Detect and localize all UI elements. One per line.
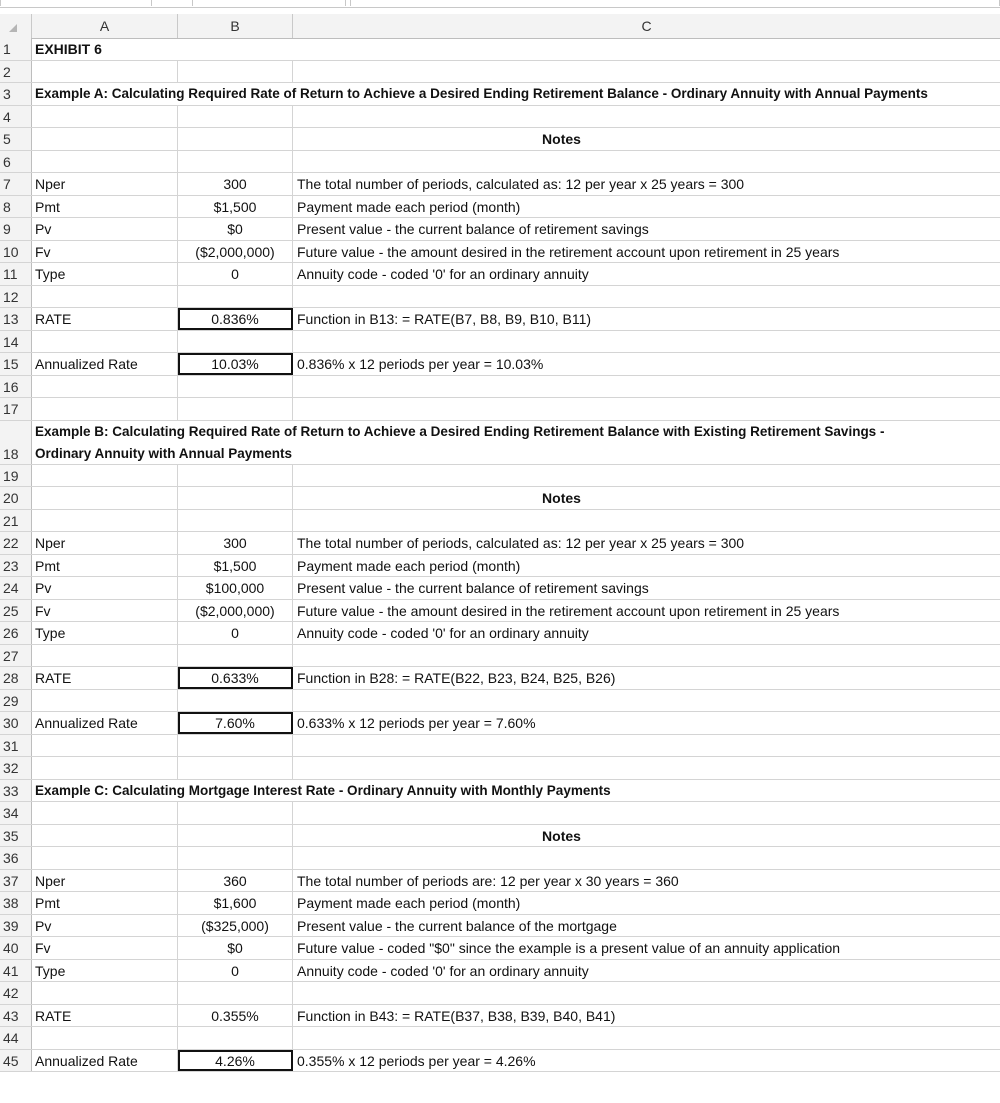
cell-b[interactable]: $0: [178, 937, 293, 959]
cell-a[interactable]: Pv: [32, 577, 178, 599]
cell-c[interactable]: The total number of periods, calculated as: 12 per year x 25 years = 300: [297, 176, 745, 192]
cell-c[interactable]: [293, 757, 1000, 779]
row-number[interactable]: 29: [0, 690, 32, 712]
cell-b[interactable]: [178, 510, 293, 532]
row-number[interactable]: 45: [0, 1050, 32, 1072]
sheet-row: [0, 847, 1000, 870]
cell-a[interactable]: [32, 825, 178, 847]
row-number[interactable]: 5: [0, 128, 32, 150]
row-number[interactable]: 22: [0, 532, 32, 554]
sheet-row: [0, 757, 1000, 780]
row-number[interactable]: 2: [0, 61, 32, 83]
row-number[interactable]: 20: [0, 487, 32, 509]
row-number[interactable]: 41: [0, 960, 32, 982]
row-number[interactable]: 40: [0, 937, 32, 959]
sheet-row: [0, 802, 1000, 825]
row-number[interactable]: 36: [0, 847, 32, 869]
cell-c[interactable]: 0.633% x 12 periods per year = 7.60%: [297, 715, 536, 731]
row-number[interactable]: 25: [0, 600, 32, 622]
cell-c[interactable]: Annuity code - coded '0' for an ordinary annuity: [297, 962, 589, 979]
cell-a[interactable]: Annualized Rate: [32, 712, 178, 734]
example-heading-line2: Ordinary Annuity with Annual Payments: [35, 445, 293, 461]
sheet-row: [0, 61, 1000, 84]
cell-c[interactable]: The total number of periods, calculated as: 12 per year x 25 years = 300: [297, 535, 745, 551]
sheet-row: [0, 1027, 1000, 1050]
column-header-a[interactable]: A: [32, 14, 178, 38]
cell-a[interactable]: RATE: [32, 308, 178, 330]
cell-c[interactable]: The total number of periods are: 12 per year x 30 years = 360: [297, 872, 679, 889]
cell-b[interactable]: 0: [178, 622, 293, 644]
cell-a[interactable]: Fv: [32, 600, 178, 622]
sheet-row: [0, 308, 1000, 331]
cell-c[interactable]: Function in B43: = RATE(B37, B38, B39, B40, B41): [297, 1007, 616, 1024]
cell-b[interactable]: [178, 690, 293, 712]
cell-b[interactable]: [178, 735, 293, 757]
sheet-row: [0, 128, 1000, 151]
cell-c[interactable]: Present value - the current balance of retirement savings: [297, 221, 649, 237]
cell-b[interactable]: [178, 465, 293, 487]
row-number[interactable]: 42: [0, 982, 32, 1004]
sheet-row: [0, 83, 1000, 106]
example-heading-line1: Example B: Calculating Required Rate of Return to Achieve a Desired Ending Retirement Balance with Existing Retirement Savings -: [35, 423, 885, 439]
row-number[interactable]: 33: [0, 780, 32, 802]
row-number[interactable]: 30: [0, 712, 32, 734]
row-number[interactable]: 37: [0, 870, 32, 892]
row-number[interactable]: 6: [0, 151, 32, 173]
cell-b[interactable]: $1,500: [178, 555, 293, 577]
sheet-row: [0, 622, 1000, 645]
sheet-row: [0, 600, 1000, 623]
row-number[interactable]: 1: [0, 38, 32, 60]
cell-a[interactable]: [32, 982, 178, 1004]
cell-a[interactable]: [32, 645, 178, 667]
cell-b[interactable]: [178, 645, 293, 667]
row-number[interactable]: 38: [0, 892, 32, 914]
cell-c[interactable]: [293, 151, 1000, 173]
cell-c[interactable]: Future value - the amount desired in the retirement account upon retirement in 25 years: [297, 602, 840, 619]
row-number[interactable]: 16: [0, 376, 32, 398]
cell-b[interactable]: $0: [178, 218, 293, 240]
cell-b[interactable]: ($2,000,000): [178, 241, 293, 263]
corner-triangle-icon: [9, 24, 17, 32]
cell-c[interactable]: [293, 1027, 1000, 1049]
sheet-row: [0, 577, 1000, 600]
sheet-row: [0, 196, 1000, 219]
row-number[interactable]: 24: [0, 577, 32, 599]
cell-a[interactable]: Pmt: [32, 196, 178, 218]
exhibit-title[interactable]: EXHIBIT 6: [35, 41, 102, 57]
cell-b[interactable]: 10.03%: [178, 353, 293, 375]
cell-a[interactable]: [32, 128, 178, 150]
cell-b[interactable]: [178, 802, 293, 824]
cell-b[interactable]: [178, 331, 293, 353]
cell-c[interactable]: [293, 331, 1000, 353]
cell-c[interactable]: [293, 982, 1000, 1004]
cell-b[interactable]: [178, 376, 293, 398]
example-heading[interactable]: [32, 421, 1000, 464]
cell-b[interactable]: [178, 398, 293, 420]
row-number[interactable]: 28: [0, 667, 32, 689]
cell-b[interactable]: [178, 1027, 293, 1049]
sheet-row: [0, 982, 1000, 1005]
sheet-row: [0, 667, 1000, 690]
sheet-row: [0, 532, 1000, 555]
row-number[interactable]: 35: [0, 825, 32, 847]
formula-bar-buttons[interactable]: [192, 0, 346, 6]
sheet-row: [0, 915, 1000, 938]
cell-b[interactable]: [178, 128, 293, 150]
row-number[interactable]: 18: [0, 421, 32, 464]
sheet-row: [0, 151, 1000, 174]
sheet-row: [0, 825, 1000, 848]
sheet-row: [0, 510, 1000, 533]
sheet-row: [0, 241, 1000, 264]
sheet-row: [0, 937, 1000, 960]
cell-a[interactable]: [32, 286, 178, 308]
row-number[interactable]: 3: [0, 83, 32, 105]
cell-c[interactable]: Payment made each period (month): [297, 557, 521, 574]
cell-c[interactable]: [293, 847, 1000, 869]
cell-c[interactable]: 0.355% x 12 periods per year = 4.26%: [297, 1052, 536, 1069]
sheet-row: [0, 1005, 1000, 1028]
cell-c[interactable]: Present value - the current balance of retirement savings: [297, 580, 649, 596]
cell-a[interactable]: [32, 510, 178, 532]
sheet-row: [0, 331, 1000, 354]
cell-b[interactable]: [178, 757, 293, 779]
sheet-row: [0, 286, 1000, 309]
cell-b[interactable]: $100,000: [178, 577, 293, 599]
row-number[interactable]: 9: [0, 218, 32, 240]
cell-a[interactable]: Fv: [32, 937, 178, 959]
sheet-row: [0, 376, 1000, 399]
example-heading[interactable]: Example C: Calculating Mortgage Interest Rate - Ordinary Annuity with Monthly Payments: [35, 782, 611, 798]
cell-b[interactable]: 0: [178, 960, 293, 982]
cell-a[interactable]: Nper: [32, 173, 178, 195]
cell-b[interactable]: 4.26%: [178, 1050, 293, 1072]
cell-c[interactable]: 0.836% x 12 periods per year = 10.03%: [297, 356, 544, 372]
cell-b[interactable]: 0.355%: [178, 1005, 293, 1027]
row-number[interactable]: 4: [0, 106, 32, 128]
cell-c[interactable]: [293, 735, 1000, 757]
row-number[interactable]: 17: [0, 398, 32, 420]
cell-b[interactable]: [178, 982, 293, 1004]
cell-a[interactable]: RATE: [32, 1005, 178, 1027]
cell-c[interactable]: [293, 398, 1000, 420]
sheet-row: [0, 487, 1000, 510]
row-number[interactable]: 39: [0, 915, 32, 937]
cell-a[interactable]: [32, 847, 178, 869]
sheet-row: [0, 712, 1000, 735]
row-number[interactable]: 31: [0, 735, 32, 757]
row-number[interactable]: 12: [0, 286, 32, 308]
cell-a[interactable]: [32, 757, 178, 779]
cell-b[interactable]: [178, 61, 293, 83]
cell-a[interactable]: RATE: [32, 667, 178, 689]
cell-c[interactable]: Function in B13: = RATE(B7, B8, B9, B10, B11): [297, 311, 592, 327]
cell-c[interactable]: Payment made each period (month): [297, 198, 521, 215]
cell-b[interactable]: [178, 286, 293, 308]
column-header-b[interactable]: B: [178, 14, 293, 38]
notes-header[interactable]: Notes: [542, 131, 581, 147]
cell-b[interactable]: 300: [178, 173, 293, 195]
cell-b[interactable]: 0: [178, 263, 293, 285]
cell-a[interactable]: [32, 735, 178, 757]
row-number[interactable]: 14: [0, 331, 32, 353]
cell-a[interactable]: Nper: [32, 870, 178, 892]
cell-b[interactable]: $1,500: [178, 196, 293, 218]
cell-b[interactable]: [178, 151, 293, 173]
notes-header[interactable]: Notes: [542, 490, 581, 506]
name-box[interactable]: [0, 0, 152, 6]
column-header-c[interactable]: C: [641, 18, 652, 34]
row-number[interactable]: 26: [0, 622, 32, 644]
sheet-row: [0, 960, 1000, 983]
cell-c[interactable]: [293, 106, 1000, 128]
sheet-row: [0, 398, 1000, 421]
cell-b[interactable]: 7.60%: [178, 712, 293, 734]
sheet-row: [0, 421, 1000, 465]
cell-a[interactable]: Type: [32, 263, 178, 285]
row-number[interactable]: 23: [0, 555, 32, 577]
cell-a[interactable]: [32, 106, 178, 128]
cell-a[interactable]: Fv: [32, 241, 178, 263]
cell-b[interactable]: 0.633%: [178, 667, 293, 689]
formula-bar-input[interactable]: [350, 0, 1000, 6]
row-number[interactable]: 19: [0, 465, 32, 487]
sheet-row: [0, 353, 1000, 376]
sheet-row: [0, 645, 1000, 668]
cell-a[interactable]: Pmt: [32, 892, 178, 914]
cell-a[interactable]: [32, 1027, 178, 1049]
cell-c[interactable]: [293, 802, 1000, 824]
formula-bar-strip: [0, 0, 1000, 8]
cell-b[interactable]: 0.836%: [178, 308, 293, 330]
row-number[interactable]: 32: [0, 757, 32, 779]
cell-b[interactable]: [178, 487, 293, 509]
cell-b[interactable]: [178, 825, 293, 847]
row-number[interactable]: 15: [0, 353, 32, 375]
row-number[interactable]: 7: [0, 173, 32, 195]
cell-c[interactable]: [293, 465, 1000, 487]
sheet-row: [0, 555, 1000, 578]
cell-a[interactable]: Annualized Rate: [32, 1050, 178, 1072]
select-all-corner[interactable]: [0, 14, 32, 38]
cell-c[interactable]: [293, 61, 1000, 83]
cell-a[interactable]: [32, 151, 178, 173]
cell-a[interactable]: [32, 398, 178, 420]
sheet-row: [0, 690, 1000, 713]
sheet-row: [0, 106, 1000, 129]
cell-a[interactable]: Pmt: [32, 555, 178, 577]
column-header-bar: [0, 14, 1000, 39]
cell-a[interactable]: [32, 690, 178, 712]
cell-c[interactable]: Function in B28: = RATE(B22, B23, B24, B25, B26): [297, 670, 616, 686]
sheet-row: [0, 173, 1000, 196]
cell-a[interactable]: [32, 465, 178, 487]
example-heading[interactable]: Example A: Calculating Required Rate of Return to Achieve a Desired Ending Retirement Balance - Ordinary Annuity with Annual Payments: [35, 86, 928, 101]
cell-a[interactable]: Pv: [32, 218, 178, 240]
cell-a[interactable]: [32, 487, 178, 509]
cell-a[interactable]: Type: [32, 960, 178, 982]
cell-b[interactable]: ($2,000,000): [178, 600, 293, 622]
cell-c[interactable]: Future value - the amount desired in the retirement account upon retirement in 25 years: [297, 243, 840, 260]
row-number[interactable]: 21: [0, 510, 32, 532]
row-number[interactable]: 27: [0, 645, 32, 667]
sheet-row: [0, 892, 1000, 915]
cell-a[interactable]: [32, 331, 178, 353]
sheet-row: [0, 38, 1000, 61]
cell-c[interactable]: Payment made each period (month): [297, 895, 521, 911]
cell-b[interactable]: $1,600: [178, 892, 293, 914]
cell-a[interactable]: [32, 61, 178, 83]
cell-c[interactable]: [293, 376, 1000, 398]
cell-c[interactable]: Annuity code - coded '0' for an ordinary annuity: [297, 625, 589, 641]
cell-b[interactable]: ($325,000): [178, 915, 293, 937]
row-number[interactable]: 11: [0, 263, 32, 285]
row-number[interactable]: 43: [0, 1005, 32, 1027]
sheet-row: [0, 263, 1000, 286]
sheet-row: [0, 735, 1000, 758]
row-number[interactable]: 13: [0, 308, 32, 330]
cell-b[interactable]: 360: [178, 870, 293, 892]
cell-c[interactable]: [293, 690, 1000, 712]
row-number[interactable]: 44: [0, 1027, 32, 1049]
row-number[interactable]: 10: [0, 241, 32, 263]
cell-a[interactable]: Type: [32, 622, 178, 644]
sheet-row: [0, 1050, 1000, 1073]
notes-header[interactable]: Notes: [542, 827, 581, 844]
row-number[interactable]: 34: [0, 802, 32, 824]
cell-b[interactable]: [178, 847, 293, 869]
sheet-row: [0, 465, 1000, 488]
cell-c[interactable]: Annuity code - coded '0' for an ordinary annuity: [297, 266, 589, 282]
cell-b[interactable]: 300: [178, 532, 293, 554]
cell-b[interactable]: [178, 106, 293, 128]
cell-c[interactable]: Present value - the current balance of the mortgage: [297, 917, 617, 934]
sheet-row: [0, 218, 1000, 241]
cell-c[interactable]: [293, 510, 1000, 532]
cell-a[interactable]: Nper: [32, 532, 178, 554]
cell-a[interactable]: Annualized Rate: [32, 353, 178, 375]
sheet-row: [0, 780, 1000, 803]
cell-c[interactable]: [293, 645, 1000, 667]
cell-a[interactable]: [32, 802, 178, 824]
cell-a[interactable]: Pv: [32, 915, 178, 937]
sheet-row: [0, 870, 1000, 893]
cell-c[interactable]: Future value - coded "$0" since the example is a present value of an annuity application: [297, 940, 841, 956]
cell-c[interactable]: [293, 286, 1000, 308]
row-number[interactable]: 8: [0, 196, 32, 218]
cell-a[interactable]: [32, 376, 178, 398]
